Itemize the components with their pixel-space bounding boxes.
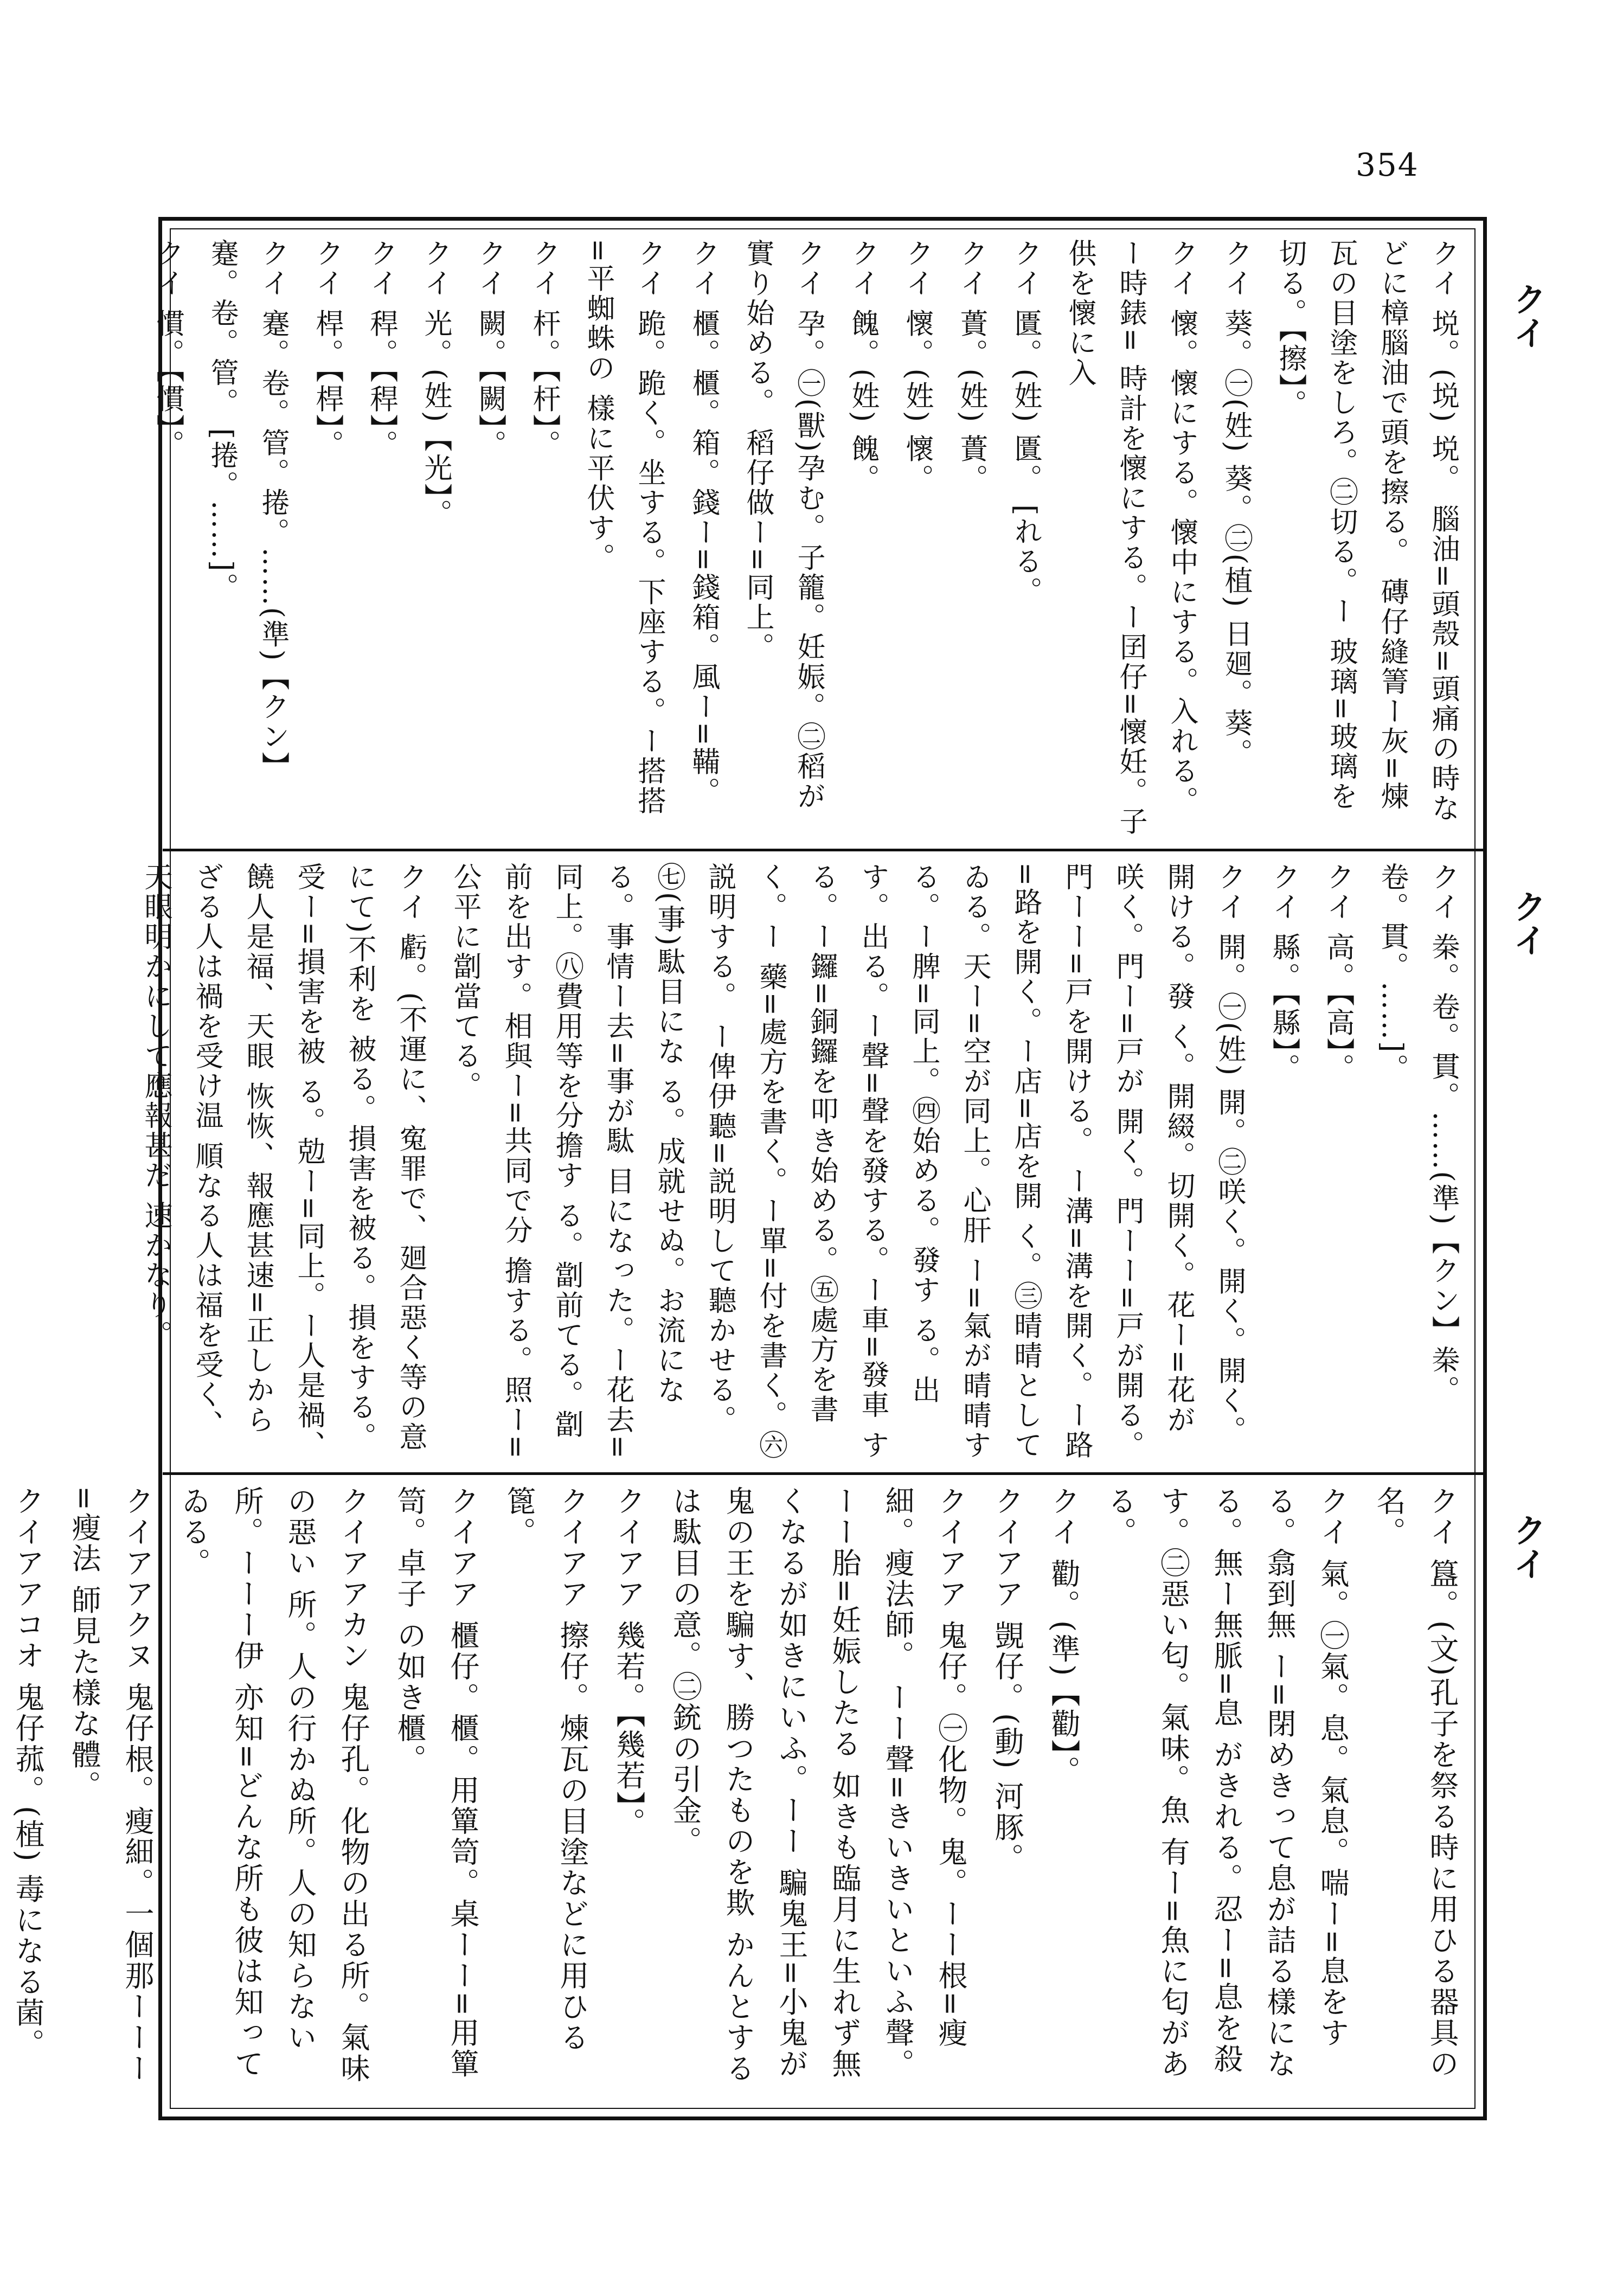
dictionary-entry: クイ 勸。(準)【勸】。 (1047, 1486, 1081, 1787)
dictionary-section-top (151, 239, 1468, 838)
dictionary-section-bottom (11, 1486, 1468, 2109)
page-number: 354 (1356, 146, 1419, 183)
section-divider (163, 849, 1486, 851)
dictionary-entry: クイ 杆。【杆】。 (528, 239, 560, 460)
dictionary-entry: クイ 光。(姓)【光】。 (419, 239, 452, 529)
dictionary-entry: クイ 跪。跪く。坐する。下座する。ー搭搭=平蜘蛛の 樣に平伏す。 (582, 239, 665, 816)
dictionary-entry: クイ 桿。【桿】。 (311, 239, 343, 460)
dictionary-entry: クイ 縣。【縣】。 (1267, 862, 1300, 1083)
dictionary-entry: クイアアカン 鬼仔孔。化物の出る所。氣味の惡い 所。人の行かぬ所。人の知らない所。ーーー伊 亦知=どんな所も彼は知ってゐる。 (177, 1486, 370, 2085)
dictionary-entry: クイ 簋。(文)孔子を祭る時に用ひる器具の名。 (1372, 1486, 1459, 2080)
section-divider (163, 1472, 1486, 1475)
dictionary-entry: クイアアコオ 鬼仔菰。(植) 毒になる菌。 (11, 1486, 45, 2060)
dictionary-entry: クイ 闕。【闕】。 (473, 239, 506, 460)
dictionary-entry: クイ 蕢。(姓) 蕢。 (955, 239, 987, 494)
dictionary-entry: クイ 㙂。(㙂) 㙂。 腦油=頭殼=頭痛の時などに樟腦油で頭を擦る。 磚仔縫箐ー灰=煉瓦の目塗をしろ。㊁切る。ー 玻璃=玻璃を切る。【擦】。 (1274, 239, 1459, 824)
dictionary-entry: クイ 葵。㊀(姓) 葵。㊁(植) 日廻。葵。 (1220, 239, 1252, 768)
dictionary-entry: クイ 懷。(姓) 懷。 (901, 239, 933, 494)
dictionary-entry: クイ 氣。㊀氣。息。氣息。喘ー=息をする。翕到無 ー=閉めきって息が詰る樣になる。無ー無脈=息 がきれる。忍ー=息を殺す。㊁惡い匂。氣味。魚 有ー=魚に匂がある。 (1103, 1486, 1350, 2080)
dictionary-entry: クイアア 櫃仔。櫃。用簞笥。桌ーー=用簞笥。卓子 の如き櫃。 (393, 1486, 480, 2080)
margin-header-top: クイ (1507, 282, 1547, 349)
dictionary-entry: クイ 桊。卷。貫。……(準)【クン】桊。卷。貫。……]。 (1376, 862, 1459, 1406)
margin-header-middle: クイ (1507, 889, 1547, 957)
dictionary-entry: クイ 匱。(姓) 匱。 [れる。 (1009, 239, 1042, 607)
dictionary-entry: クイアア 擦仔。煉瓦の目塗などに用ひる篦。 (502, 1486, 589, 2054)
dictionary-entry: クイアア 覬仔。(動) 河豚。 (990, 1486, 1024, 1874)
dictionary-entry: クイアア 鬼仔。㊀化物。鬼。ーー根=瘦細。瘦法師。 ーー聲=きいきいといふ聲。ーー胎=妊娠したる 如きも臨月に生れず無くなるが如きにいふ。ーー 騙鬼王=小鬼が鬼の王を騙す、勝つたものを欺 かんとするは駄目の意。㊁銃の引金。 (668, 1486, 968, 2085)
dictionary-entry: クイ 櫃。櫃。箱。錢ー=錢箱。風ー=鞴。 (687, 239, 720, 807)
dictionary-entry: クイ 蹇。卷。管。捲。……(準)【クン】蹇。卷。管。 [捲。……]。 (206, 239, 289, 782)
dictionary-entry: クイ 虧。(不運に、寃罪で、廻合惡く等の意にて)不利を 被る。損害を被る。損をする。受ー=損害を被 る。勊ー=同上。ー人是禍、饒人是福、天眼 恢恢、報應甚速=正しからざる人は禍を受け温 順なる人は福を受く、天眼明かにして應報甚だ 速かなり。 (139, 862, 427, 1460)
dictionary-entry: クイ 稈。【稈】。 (365, 239, 397, 460)
dictionary-entry: クイアアクヌ 鬼仔根。瘦細。一個那ーーー=瘦法 師見た樣な體。 (67, 1486, 155, 2085)
margin-header-bottom: クイ (1507, 1513, 1547, 1580)
dictionary-section-middle (139, 862, 1468, 1461)
dictionary-entry: クイ 餽。(姓) 餽。 (846, 239, 879, 494)
dictionary-entry: クイ 高。【高】。 (1322, 862, 1354, 1083)
dictionary-entry: クイ 開。㊀(姓) 開。㊁咲く。開く。開く。開ける。發 く。開綴。切開く。花ー=花が咲く。門ー=戸が 開く。門ーー=戸が開る。門ーー=戸を開ける。 ー溝=溝を開く。ー路=路を開く。ー店=店を開 く。㊂晴晴としてゐる。天ー=空が同上。心肝 ー=氣が晴晴する。ー脾=同上。㊃始める。發す る。出す。出る。ー聲=聲を發する。ー車=發車 する。ー鑼=銅鑼を叩き始める。㊄處方を書く。ー 藥=處方を書く。ー單=付を書く。㊅説明する。 ー俾伊聽=説明して聽かせる。㊆(事)駄目にな る。成就せぬ。お流になる。事情ー去=事が駄 目になった。ー花去=同上。㊇費用等を分擔す る。劏前てる。劏前を出す。相與ー=共同で分 擔する。照ー=公平に劏當てる。 (448, 862, 1246, 1460)
dictionary-entry: クイアア 幾若。【幾若】。 (612, 1486, 646, 1839)
dictionary-entry: クイ 孕。㊀(獸)孕む。子籠。妊娠。㊁稻が實り始める。 稻仔做ー=同上。 (741, 239, 825, 812)
dictionary-entry: クイ 懷。懷にする。懷中にする。入れる。ー時錶= 時計を懷にする。ー囝仔=懷妊。子供を懷に入 (1063, 239, 1198, 837)
dictionary-entry: クイ 慣。【慣】。 (151, 239, 184, 460)
